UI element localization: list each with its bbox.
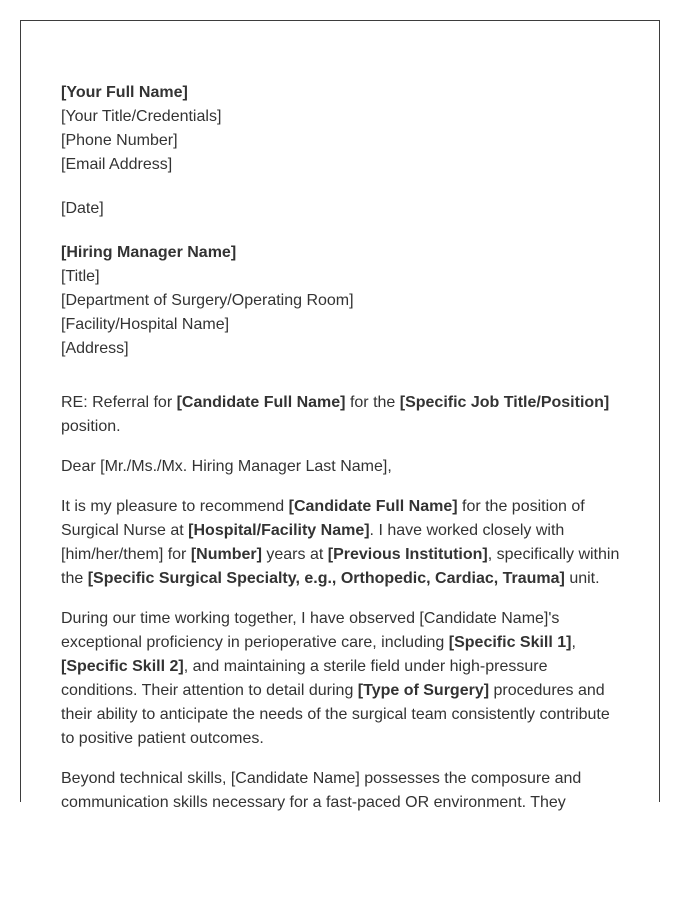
para1-number: [Number] (190, 546, 262, 563)
para1-facility-name: [Hospital/Facility Name] (188, 522, 370, 539)
letter-date: [Date] (61, 200, 104, 217)
para1-specialty: [Specific Surgical Specialty, e.g., Orthopedic, Cardiac, Trauma] (87, 570, 565, 587)
para1-text: unit. (564, 570, 600, 587)
salutation (61, 455, 623, 479)
sender-phone: [Phone Number] (61, 132, 178, 149)
para1-text: for the position of Surgical Nurse at (61, 498, 585, 539)
para1-text: . I have worked closely with [him/her/them] for (61, 522, 565, 563)
para1-text: years at (261, 546, 328, 563)
para2-surgery-type: [Type of Surgery] (357, 682, 490, 699)
re-text: position. (61, 418, 121, 435)
re-job-title: [Specific Job Title/Position] (399, 394, 610, 411)
recipient-address: [Address] (61, 340, 129, 357)
para1-candidate-name: [Candidate Full Name] (288, 498, 458, 515)
para3-text: Beyond technical skills, [Candidate Name] possesses the composure and communication skills necessary for a fast-paced OR environment. They (61, 770, 582, 811)
recipient-name: [Hiring Manager Name] (61, 244, 237, 261)
salutation-text: Dear [Mr./Ms./Mx. Hiring Manager Last Name], (61, 458, 392, 475)
re-line (61, 391, 623, 439)
recipient-department: [Department of Surgery/Operating Room] (61, 292, 354, 309)
date-block (61, 197, 623, 221)
para2-text: , (571, 634, 576, 651)
para1-previous-institution: [Previous Institution] (327, 546, 488, 563)
para1-text: , specifically within the (61, 546, 620, 587)
para2-text: During our time working together, I have observed [Candidate Name]'s exceptional proficiency in perioperative care, including (61, 610, 560, 651)
para2-skill-1: [Specific Skill 1] (448, 634, 572, 651)
recipient-facility: [Facility/Hospital Name] (61, 316, 230, 333)
letter-page (20, 20, 660, 811)
letter-content (61, 81, 623, 815)
re-text: RE: Referral for (61, 394, 177, 411)
recipient-block (61, 241, 623, 361)
paragraph-2 (61, 607, 623, 751)
para1-text: It is my pleasure to recommend (61, 498, 289, 515)
para2-text: procedures and their ability to anticipate the needs of the surgical team consistently contribute to positive patient outcomes. (61, 682, 610, 747)
re-text: for the (345, 394, 400, 411)
paragraph-3 (61, 767, 623, 815)
sender-email: [Email Address] (61, 156, 173, 173)
sender-block (61, 81, 623, 177)
re-candidate-name: [Candidate Full Name] (176, 394, 346, 411)
para2-skill-2: [Specific Skill 2] (61, 658, 184, 675)
recipient-title: [Title] (61, 268, 100, 285)
paragraph-1 (61, 495, 623, 591)
para2-text: , and maintaining a sterile field under high-pressure conditions. Their attention to detail during (61, 658, 548, 699)
sender-title: [Your Title/Credentials] (61, 108, 222, 125)
sender-name: [Your Full Name] (61, 84, 188, 101)
